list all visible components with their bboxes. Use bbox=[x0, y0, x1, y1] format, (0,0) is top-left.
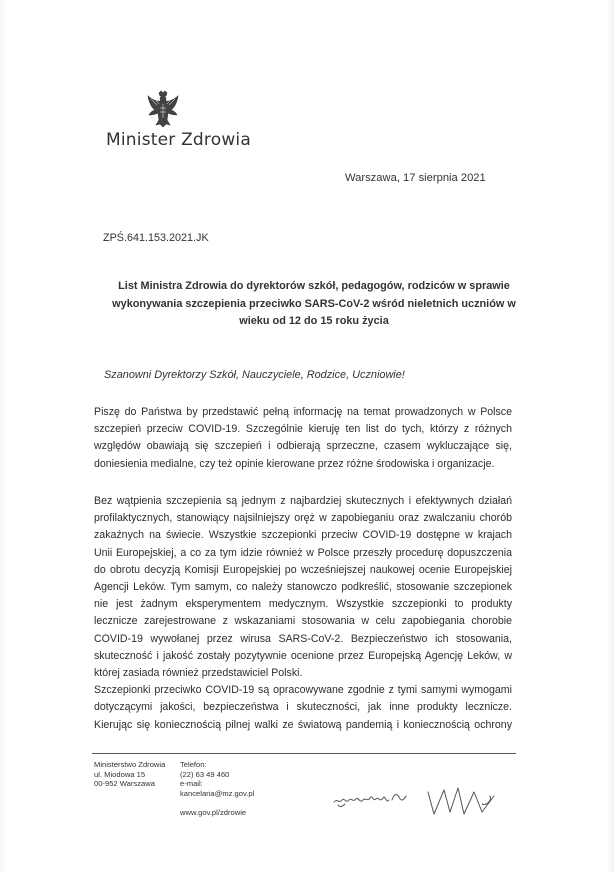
handwritten-signature bbox=[332, 784, 522, 820]
letter-date: Warszawa, 17 sierpnia 2021 bbox=[345, 172, 486, 184]
title-line: List Ministra Zdrowia do dyrektorów szkół, pedagogów, rodziców w sprawie bbox=[118, 280, 510, 292]
title-line: wieku od 12 do 15 roku życia bbox=[239, 315, 389, 327]
text-line: Agencji Leków. Tym samym, co należy stanowczo podkreślić, stosowanie szczepionek bbox=[94, 581, 512, 594]
email-row bbox=[180, 779, 254, 798]
text-line: Bez wątpienia szczepienia są jednym z najbardziej skutecznych i efektywnych działań bbox=[94, 495, 512, 507]
address-line: ul. Miodowa 15 bbox=[94, 769, 146, 779]
text-line: Piszę do Państwa by przedstawić pełną informację na temat prowadzonych w Polsce bbox=[94, 406, 512, 418]
text-line: doniesienia medialne, czy też opinie kierowane przez różne środowiska i organizacje. bbox=[94, 457, 495, 470]
paragraph-2 bbox=[94, 493, 512, 734]
text-line: Kierując się koniecznością pilnej walki ze światową pandemią i koniecznością ochrony bbox=[94, 718, 512, 731]
text-line: do obrotu decyzją Komisji Europejskiej po wcześniejszej naukowej ocenie Europejskiej bbox=[94, 563, 512, 576]
phone-row bbox=[180, 760, 254, 779]
org-name: Minister Zdrowia bbox=[106, 130, 251, 150]
website-row bbox=[180, 798, 254, 817]
salutation: Szanowni Dyrektorzy Szkół, Nauczyciele, Rodzice, Uczniowie! bbox=[104, 369, 405, 381]
address-line: 00-952 Warszawa bbox=[94, 779, 155, 789]
text-line: względów obawiają się szczepień i odbierają sprzeczne, czasem wykluczające się, bbox=[94, 440, 512, 453]
text-line: nie jest żadnym eksperymentem medycznym. Wszystkie szczepionki to produkty bbox=[94, 598, 512, 611]
address-line: Ministerstwo Zdrowia bbox=[94, 760, 166, 769]
text-line: skuteczność i jakość zostały pozytywnie ocenione przez Europejską Agencję Leków, w bbox=[94, 649, 512, 662]
reference-number: ZPŚ.641.153.2021.JK bbox=[103, 232, 209, 244]
text-line: profilaktycznych, stanowiący najsilniejszy oręż w zapobieganiu oraz zwalczaniu chorób bbox=[94, 512, 512, 525]
footer-divider bbox=[92, 753, 516, 754]
email-label: e-mail: bbox=[180, 779, 203, 789]
eagle-crest-icon bbox=[146, 90, 180, 128]
letter-title bbox=[104, 278, 524, 331]
footer-contact bbox=[180, 760, 254, 818]
text-line: szczepień przeciw COVID-19. Szczególnie kieruję ten list do tych, którzy z różnych bbox=[94, 423, 512, 436]
text-line: dotyczącymi jakości, bezpieczeństwa i skuteczności, jak inne produkty lecznicze. bbox=[94, 701, 512, 714]
website-link[interactable]: www.gov.pl/zdrowie bbox=[180, 807, 247, 817]
paragraph-1 bbox=[94, 404, 512, 473]
phone-number: (22) 63 49 460 bbox=[180, 769, 230, 779]
text-line: Unii Europejskiej, a co za tym idzie również w Polsce przeszły procedurę dopuszczenia bbox=[94, 546, 512, 559]
phone-label: Telefon: bbox=[180, 760, 207, 769]
text-line: COVID-19 wywołanej przez wirusa SARS-CoV-2. Bezpieczeństwo ich stosowania, bbox=[94, 632, 512, 645]
text-line: której zasiada również przedstawiciel Polski. bbox=[94, 667, 303, 680]
text-line: zakaźnych na świecie. Wszystkie szczepionki przeciw COVID-19 dostępne w krajach bbox=[94, 529, 512, 542]
title-line: wykonywania szczepienia przeciwko SARS-CoV-2 wśród nieletnich uczniów w bbox=[112, 297, 516, 310]
text-line: lecznicze zarejestrowane z wskazaniami stosowania w celu zapobiegania chorobie bbox=[94, 615, 512, 628]
email-link[interactable]: kancelaria@mz.gov.pl bbox=[180, 788, 255, 798]
footer-address bbox=[94, 760, 165, 789]
text-line: Szczepionki przeciwko COVID-19 są opracowywane zgodnie z tymi samymi wymogami bbox=[94, 684, 512, 697]
